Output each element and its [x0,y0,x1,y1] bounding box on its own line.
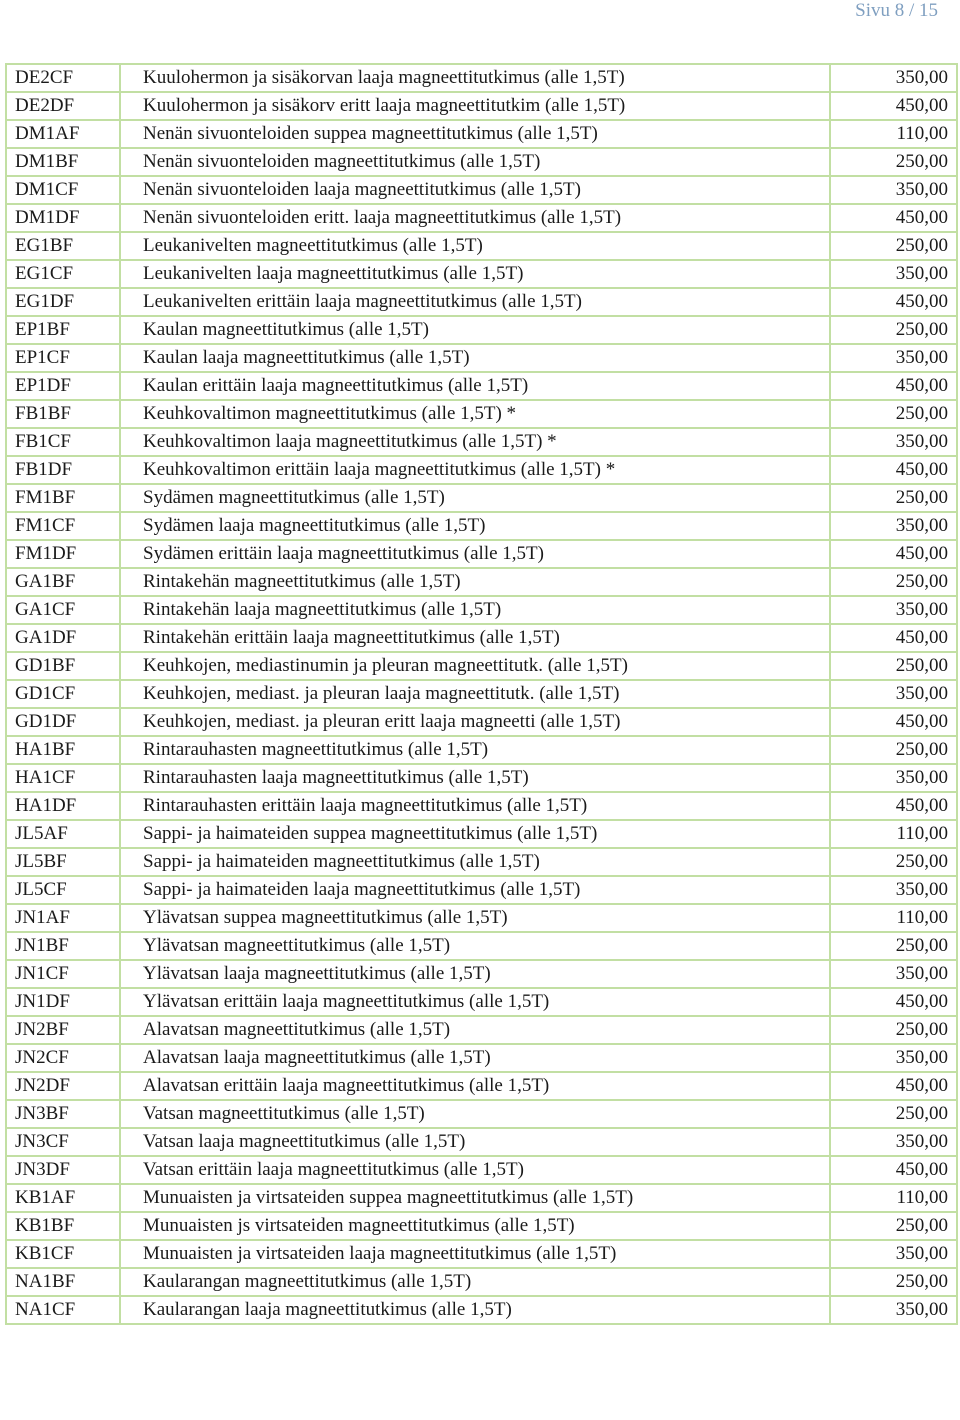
table-row [6,204,957,232]
table-row [6,1016,957,1044]
table-row [6,484,957,512]
table-row [6,1296,957,1324]
table-row [6,1044,957,1072]
description-cell: Rintakehän magneettitutkimus (alle 1,5T) [120,568,830,596]
description-cell: Munuaisten js virtsateiden magneettitutkimus (alle 1,5T) [120,1212,830,1240]
table-row [6,568,957,596]
description-cell: Kuulohermon ja sisäkorv eritt laaja magneettitutkim (alle 1,5T) [120,92,830,120]
code-cell: JL5CF [6,876,120,904]
price-cell: 350,00 [830,1240,957,1268]
price-cell: 450,00 [830,288,957,316]
code-cell: GA1BF [6,568,120,596]
table-row [6,820,957,848]
table-row [6,708,957,736]
code-cell: JL5AF [6,820,120,848]
description-cell: Alavatsan laaja magneettitutkimus (alle 1,5T) [120,1044,830,1072]
code-cell: GA1CF [6,596,120,624]
description-cell: Sydämen magneettitutkimus (alle 1,5T) [120,484,830,512]
price-cell: 350,00 [830,64,957,92]
price-cell: 250,00 [830,1016,957,1044]
price-cell: 350,00 [830,764,957,792]
table-row [6,680,957,708]
code-cell: DE2DF [6,92,120,120]
price-cell: 450,00 [830,92,957,120]
code-cell: NA1CF [6,1296,120,1324]
page-number: Sivu 8 / 15 [855,0,938,21]
table-row [6,1240,957,1268]
price-cell: 350,00 [830,1044,957,1072]
description-cell: Ylävatsan magneettitutkimus (alle 1,5T) [120,932,830,960]
price-list-table [5,63,958,1325]
description-cell: Kaulan laaja magneettitutkimus (alle 1,5T) [120,344,830,372]
price-cell: 450,00 [830,204,957,232]
code-cell: FB1CF [6,428,120,456]
code-cell: HA1CF [6,764,120,792]
code-cell: DE2CF [6,64,120,92]
price-cell: 350,00 [830,596,957,624]
description-cell: Kaulan magneettitutkimus (alle 1,5T) [120,316,830,344]
table-row [6,232,957,260]
description-cell: Nenän sivuonteloiden laaja magneettitutkimus (alle 1,5T) [120,176,830,204]
description-cell: Sappi- ja haimateiden laaja magneettitutkimus (alle 1,5T) [120,876,830,904]
description-cell: Kaularangan magneettitutkimus (alle 1,5T) [120,1268,830,1296]
table-row [6,288,957,316]
code-cell: EP1DF [6,372,120,400]
table-row [6,1184,957,1212]
description-cell: Rintarauhasten laaja magneettitutkimus (alle 1,5T) [120,764,830,792]
code-cell: JN1CF [6,960,120,988]
code-cell: EG1BF [6,232,120,260]
code-cell: JN2CF [6,1044,120,1072]
price-cell: 250,00 [830,316,957,344]
price-cell: 350,00 [830,680,957,708]
price-cell: 450,00 [830,792,957,820]
description-cell: Vatsan laaja magneettitutkimus (alle 1,5T) [120,1128,830,1156]
description-cell: Ylävatsan erittäin laaja magneettitutkimus (alle 1,5T) [120,988,830,1016]
description-cell: Rintarauhasten magneettitutkimus (alle 1,5T) [120,736,830,764]
table-row [6,1156,957,1184]
table-row [6,400,957,428]
price-cell: 450,00 [830,624,957,652]
price-cell: 250,00 [830,848,957,876]
price-cell: 250,00 [830,1212,957,1240]
code-cell: KB1BF [6,1212,120,1240]
price-cell: 350,00 [830,512,957,540]
code-cell: JN1BF [6,932,120,960]
price-cell: 110,00 [830,904,957,932]
price-cell: 110,00 [830,120,957,148]
table-row [6,456,957,484]
code-cell: GD1BF [6,652,120,680]
table-row [6,120,957,148]
table-row [6,1072,957,1100]
price-cell: 450,00 [830,540,957,568]
price-cell: 350,00 [830,260,957,288]
price-cell: 350,00 [830,1296,957,1324]
code-cell: JN1DF [6,988,120,1016]
table-row [6,792,957,820]
description-cell: Keuhkovaltimon erittäin laaja magneettitutkimus (alle 1,5T) * [120,456,830,484]
table-row [6,92,957,120]
code-cell: DM1CF [6,176,120,204]
code-cell: JN3DF [6,1156,120,1184]
table-row [6,1212,957,1240]
description-cell: Kaularangan laaja magneettitutkimus (alle 1,5T) [120,1296,830,1324]
code-cell: NA1BF [6,1268,120,1296]
table-row [6,932,957,960]
price-cell: 110,00 [830,820,957,848]
code-cell: DM1BF [6,148,120,176]
table-row [6,876,957,904]
code-cell: GD1DF [6,708,120,736]
code-cell: FB1BF [6,400,120,428]
description-cell: Munuaisten ja virtsateiden laaja magneettitutkimus (alle 1,5T) [120,1240,830,1268]
code-cell: FM1BF [6,484,120,512]
price-cell: 350,00 [830,176,957,204]
description-cell: Leukanivelten laaja magneettitutkimus (alle 1,5T) [120,260,830,288]
price-cell: 350,00 [830,1128,957,1156]
description-cell: Leukanivelten magneettitutkimus (alle 1,5T) [120,232,830,260]
code-cell: JN2BF [6,1016,120,1044]
table-row [6,428,957,456]
table-row [6,848,957,876]
description-cell: Nenän sivuonteloiden suppea magneettitutkimus (alle 1,5T) [120,120,830,148]
description-cell: Vatsan erittäin laaja magneettitutkimus (alle 1,5T) [120,1156,830,1184]
table-row [6,960,957,988]
code-cell: JN3CF [6,1128,120,1156]
table-row [6,1100,957,1128]
price-cell: 350,00 [830,344,957,372]
table-row [6,260,957,288]
price-cell: 250,00 [830,932,957,960]
table-row [6,1128,957,1156]
code-cell: FM1CF [6,512,120,540]
description-cell: Keuhkovaltimon magneettitutkimus (alle 1,5T) * [120,400,830,428]
code-cell: JL5BF [6,848,120,876]
price-cell: 250,00 [830,148,957,176]
table-row [6,344,957,372]
table-row [6,1268,957,1296]
description-cell: Sappi- ja haimateiden magneettitutkimus (alle 1,5T) [120,848,830,876]
code-cell: DM1AF [6,120,120,148]
code-cell: FB1DF [6,456,120,484]
description-cell: Rintakehän laaja magneettitutkimus (alle 1,5T) [120,596,830,624]
price-list-body [6,64,957,1324]
description-cell: Munuaisten ja virtsateiden suppea magneettitutkimus (alle 1,5T) [120,1184,830,1212]
price-cell: 450,00 [830,372,957,400]
price-cell: 450,00 [830,456,957,484]
table-row [6,148,957,176]
code-cell: HA1DF [6,792,120,820]
description-cell: Leukanivelten erittäin laaja magneettitutkimus (alle 1,5T) [120,288,830,316]
code-cell: JN2DF [6,1072,120,1100]
table-row [6,316,957,344]
price-cell: 350,00 [830,428,957,456]
description-cell: Keuhkojen, mediast. ja pleuran eritt laaja magneetti (alle 1,5T) [120,708,830,736]
price-cell: 250,00 [830,400,957,428]
code-cell: JN1AF [6,904,120,932]
description-cell: Keuhkojen, mediastinumin ja pleuran magneettitutk. (alle 1,5T) [120,652,830,680]
price-cell: 450,00 [830,988,957,1016]
table-row [6,176,957,204]
description-cell: Rintarauhasten erittäin laaja magneettitutkimus (alle 1,5T) [120,792,830,820]
code-cell: KB1AF [6,1184,120,1212]
price-cell: 250,00 [830,652,957,680]
code-cell: JN3BF [6,1100,120,1128]
code-cell: EG1CF [6,260,120,288]
description-cell: Alavatsan magneettitutkimus (alle 1,5T) [120,1016,830,1044]
description-cell: Kuulohermon ja sisäkorvan laaja magneettitutkimus (alle 1,5T) [120,64,830,92]
description-cell: Rintakehän erittäin laaja magneettitutkimus (alle 1,5T) [120,624,830,652]
description-cell: Nenän sivuonteloiden eritt. laaja magneettitutkimus (alle 1,5T) [120,204,830,232]
description-cell: Sappi- ja haimateiden suppea magneettitutkimus (alle 1,5T) [120,820,830,848]
code-cell: EP1BF [6,316,120,344]
code-cell: EG1DF [6,288,120,316]
description-cell: Alavatsan erittäin laaja magneettitutkimus (alle 1,5T) [120,1072,830,1100]
table-row [6,624,957,652]
code-cell: EP1CF [6,344,120,372]
table-row [6,596,957,624]
price-cell: 250,00 [830,736,957,764]
price-cell: 450,00 [830,1156,957,1184]
price-cell: 350,00 [830,960,957,988]
description-cell: Nenän sivuonteloiden magneettitutkimus (alle 1,5T) [120,148,830,176]
price-cell: 350,00 [830,876,957,904]
table-row [6,540,957,568]
price-cell: 250,00 [830,232,957,260]
price-cell: 250,00 [830,484,957,512]
code-cell: DM1DF [6,204,120,232]
price-cell: 450,00 [830,1072,957,1100]
table-row [6,764,957,792]
description-cell: Ylävatsan laaja magneettitutkimus (alle 1,5T) [120,960,830,988]
table-row [6,512,957,540]
code-cell: GA1DF [6,624,120,652]
description-cell: Kaulan erittäin laaja magneettitutkimus (alle 1,5T) [120,372,830,400]
table-row [6,988,957,1016]
description-cell: Keuhkojen, mediast. ja pleuran laaja magneettitutk. (alle 1,5T) [120,680,830,708]
description-cell: Ylävatsan suppea magneettitutkimus (alle 1,5T) [120,904,830,932]
description-cell: Vatsan magneettitutkimus (alle 1,5T) [120,1100,830,1128]
table-row [6,652,957,680]
description-cell: Keuhkovaltimon laaja magneettitutkimus (alle 1,5T) * [120,428,830,456]
code-cell: KB1CF [6,1240,120,1268]
price-cell: 250,00 [830,1100,957,1128]
table-row [6,372,957,400]
price-cell: 450,00 [830,708,957,736]
code-cell: HA1BF [6,736,120,764]
price-cell: 110,00 [830,1184,957,1212]
code-cell: GD1CF [6,680,120,708]
table-row [6,64,957,92]
table-row [6,904,957,932]
description-cell: Sydämen erittäin laaja magneettitutkimus (alle 1,5T) [120,540,830,568]
description-cell: Sydämen laaja magneettitutkimus (alle 1,5T) [120,512,830,540]
code-cell: FM1DF [6,540,120,568]
price-cell: 250,00 [830,1268,957,1296]
table-row [6,736,957,764]
price-cell: 250,00 [830,568,957,596]
